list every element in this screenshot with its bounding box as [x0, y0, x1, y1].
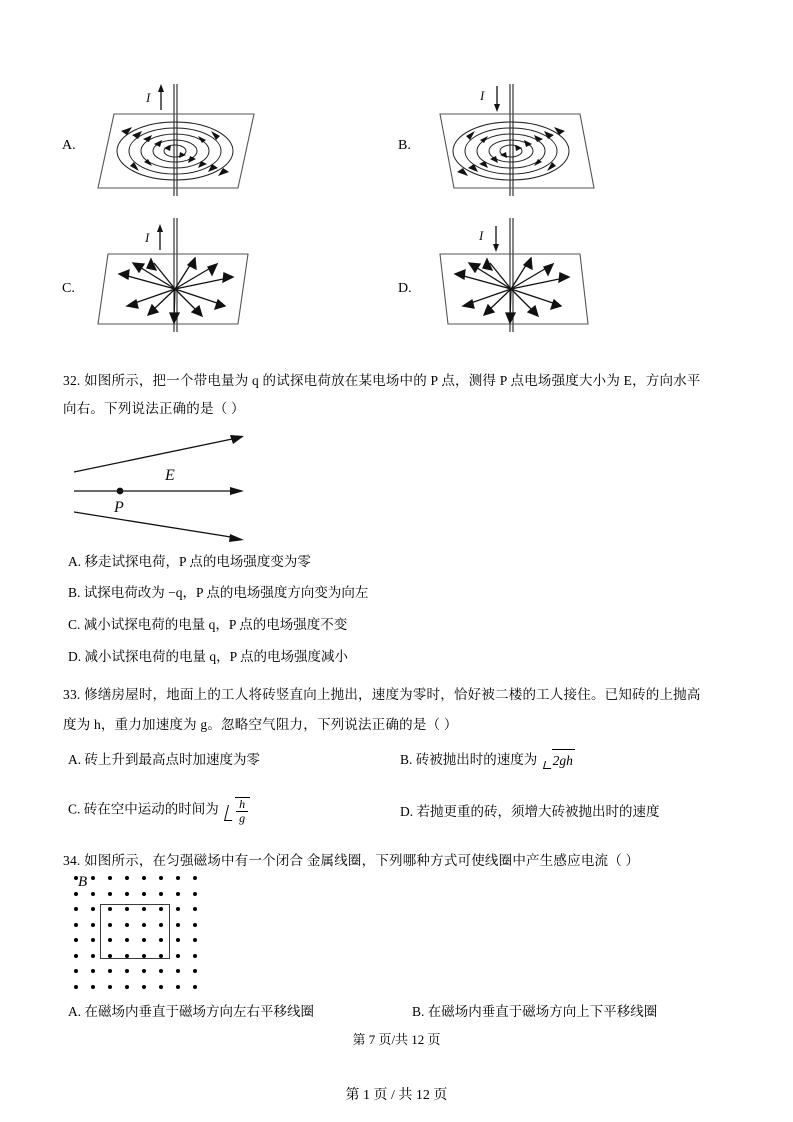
coil-square [100, 904, 170, 959]
question-32-option-a[interactable] [68, 551, 311, 573]
field-dot [125, 938, 129, 942]
svg-text:P: P [114, 499, 124, 516]
field-dot [193, 876, 197, 880]
field-dot [176, 907, 180, 911]
field-dot [142, 892, 146, 896]
field-dot [176, 892, 180, 896]
page-footer-primary: 第 7 页/共 12 页 [352, 1032, 441, 1047]
field-dot [74, 985, 78, 989]
question-33-option-c-text: 砖在空中运动的时间为 [83, 801, 219, 817]
question-33-option-b[interactable] [400, 749, 575, 772]
question-32-option-b-label: B. [68, 585, 81, 600]
field-dot [91, 892, 95, 896]
field-dot [125, 985, 129, 989]
field-dot [74, 892, 78, 896]
question-33-stem-line-1 [63, 680, 701, 710]
magnetic-field-label: B [78, 874, 88, 890]
field-dot [193, 923, 197, 927]
figure-option-a [86, 78, 276, 208]
field-dot [176, 954, 180, 958]
field-dot [142, 923, 146, 927]
field-dot [193, 954, 197, 958]
field-dot [91, 969, 95, 973]
field-dot [125, 907, 129, 911]
field-dot [142, 954, 146, 958]
field-dot [74, 876, 78, 880]
field-dot [91, 938, 95, 942]
field-dot [108, 969, 112, 973]
field-dot [108, 938, 112, 942]
field-dot [91, 876, 95, 880]
field-dot [74, 938, 78, 942]
question-33-stem-line-2: 度为 h，重力加速度为 g。忽略空气阻力，下列说法正确的是（ ） [63, 717, 458, 732]
question-32-option-a-text: 移走试探电荷，P 点的电场强度变为零 [84, 554, 311, 569]
field-dot [176, 923, 180, 927]
field-dot [193, 985, 197, 989]
field-dot [142, 969, 146, 973]
question-34-option-a-text: 在磁场内垂直于磁场方向左右平移线圈 [84, 1004, 314, 1019]
svg-text:E: E [165, 467, 175, 484]
figure-question-34-magnetic-field [70, 872, 200, 990]
field-dot [125, 923, 129, 927]
field-dot [108, 954, 112, 958]
question-32-option-d-label: D. [68, 649, 82, 664]
field-dot [108, 923, 112, 927]
field-dot [91, 985, 95, 989]
field-dot [142, 907, 146, 911]
field-dot [91, 907, 95, 911]
question-33-number: 33. [63, 687, 81, 702]
field-dot [74, 923, 78, 927]
question-34-option-b-text: 在磁场内垂直于磁场方向上下平移线圈 [427, 1004, 658, 1019]
option-d-label: D. [398, 281, 412, 296]
field-dot [91, 923, 95, 927]
field-dot [193, 907, 197, 911]
field-dot [176, 876, 180, 880]
question-33-option-b-label: B. [400, 752, 413, 767]
figure-option-c [86, 216, 276, 338]
question-32-stem-line-2: 向右。下列说法正确的是（ ） [63, 401, 245, 416]
field-dot [159, 954, 163, 958]
question-33-option-b-formula: 2gh [541, 749, 575, 772]
field-dot [159, 923, 163, 927]
field-dot [193, 892, 197, 896]
question-32-option-c[interactable] [68, 614, 347, 636]
question-33-option-c[interactable] [68, 797, 250, 824]
field-dot [159, 892, 163, 896]
question-32-option-a-label: A. [68, 554, 82, 569]
field-dot [125, 954, 129, 958]
option-a-label: A. [62, 138, 76, 153]
page-footer-secondary: 第 1 页 / 共 12 页 [345, 1088, 448, 1103]
question-34-option-a[interactable] [68, 1001, 314, 1023]
question-33-stem-text-1: 修缮房屋时，地面上的工人将砖竖直向上抛出，速度为零时，恰好被二楼的工人接住。已知砖的上抛高 [84, 687, 701, 702]
field-dot [193, 938, 197, 942]
question-33-option-d-text: 若抛更重的砖，须增大砖被抛出时的速度 [416, 804, 660, 819]
field-dot [74, 969, 78, 973]
field-dot [74, 954, 78, 958]
field-dot [176, 985, 180, 989]
field-dot [193, 969, 197, 973]
question-33-option-a-label: A. [68, 752, 82, 767]
figure-option-b [422, 78, 612, 208]
field-dot [125, 876, 129, 880]
question-32-stem-text-1: 如图所示，把一个带电量为 q 的试探电荷放在某电场中的 P 点，测得 P 点电场强度大小为 E，方向水平 [84, 373, 701, 388]
question-33-option-d-label: D. [400, 804, 414, 819]
field-dot [176, 969, 180, 973]
field-dot [159, 876, 163, 880]
question-32-option-c-text: 减小试探电荷的电量 q，P 点的电场强度不变 [83, 617, 348, 632]
field-dot [159, 985, 163, 989]
field-dot [74, 907, 78, 911]
field-dot [91, 954, 95, 958]
figure-option-d [422, 216, 612, 338]
question-32-number: 32. [63, 373, 81, 388]
field-dot [142, 938, 146, 942]
option-c-label: C. [62, 281, 75, 296]
field-dot [159, 938, 163, 942]
question-34-option-a-label: A. [68, 1004, 82, 1019]
question-33-option-c-formula: $\frac{h}{g}$ [222, 797, 250, 824]
svg-text:I: I [145, 230, 150, 245]
field-dot [159, 969, 163, 973]
question-34-option-b[interactable] [412, 1001, 657, 1023]
option-b-label: B. [398, 138, 411, 153]
question-34-number: 34. [63, 853, 81, 868]
question-34-stem-text: 如图所示，在匀强磁场中有一个闭合 金属线圈，下列哪种方式可使线圈中产生感应电流（ ） [84, 853, 640, 868]
question-32-option-c-label: C. [68, 617, 81, 632]
figure-question-32-efield [62, 424, 282, 544]
question-32-option-d[interactable] [68, 646, 348, 668]
question-32-option-b-text: 试探电荷改为 −q，P 点的电场强度方向变为向左 [83, 585, 369, 600]
question-33-option-c-label: C. [68, 801, 81, 817]
question-33-option-b-text: 砖被抛出时的速度为 [415, 752, 538, 767]
field-dot [108, 985, 112, 989]
field-dot [142, 985, 146, 989]
question-33-option-a[interactable] [68, 749, 260, 771]
svg-text:I: I [146, 90, 151, 105]
svg-text:I: I [479, 228, 484, 243]
question-33-option-d[interactable] [400, 801, 660, 823]
field-dot [125, 969, 129, 973]
field-dot [108, 907, 112, 911]
question-32-option-d-text: 减小试探电荷的电量 q，P 点的电场强度减小 [84, 649, 349, 664]
field-dot [108, 892, 112, 896]
field-dot [159, 907, 163, 911]
svg-text:I: I [480, 88, 485, 103]
field-dot [142, 876, 146, 880]
question-34-option-b-label: B. [412, 1004, 425, 1019]
question-32-option-b[interactable] [68, 582, 368, 604]
field-dot [125, 892, 129, 896]
question-32-stem-line-1 [63, 366, 701, 396]
question-33-option-a-text: 砖上升到最高点时加速度为零 [84, 752, 260, 767]
field-dot [176, 938, 180, 942]
field-dot [108, 876, 112, 880]
